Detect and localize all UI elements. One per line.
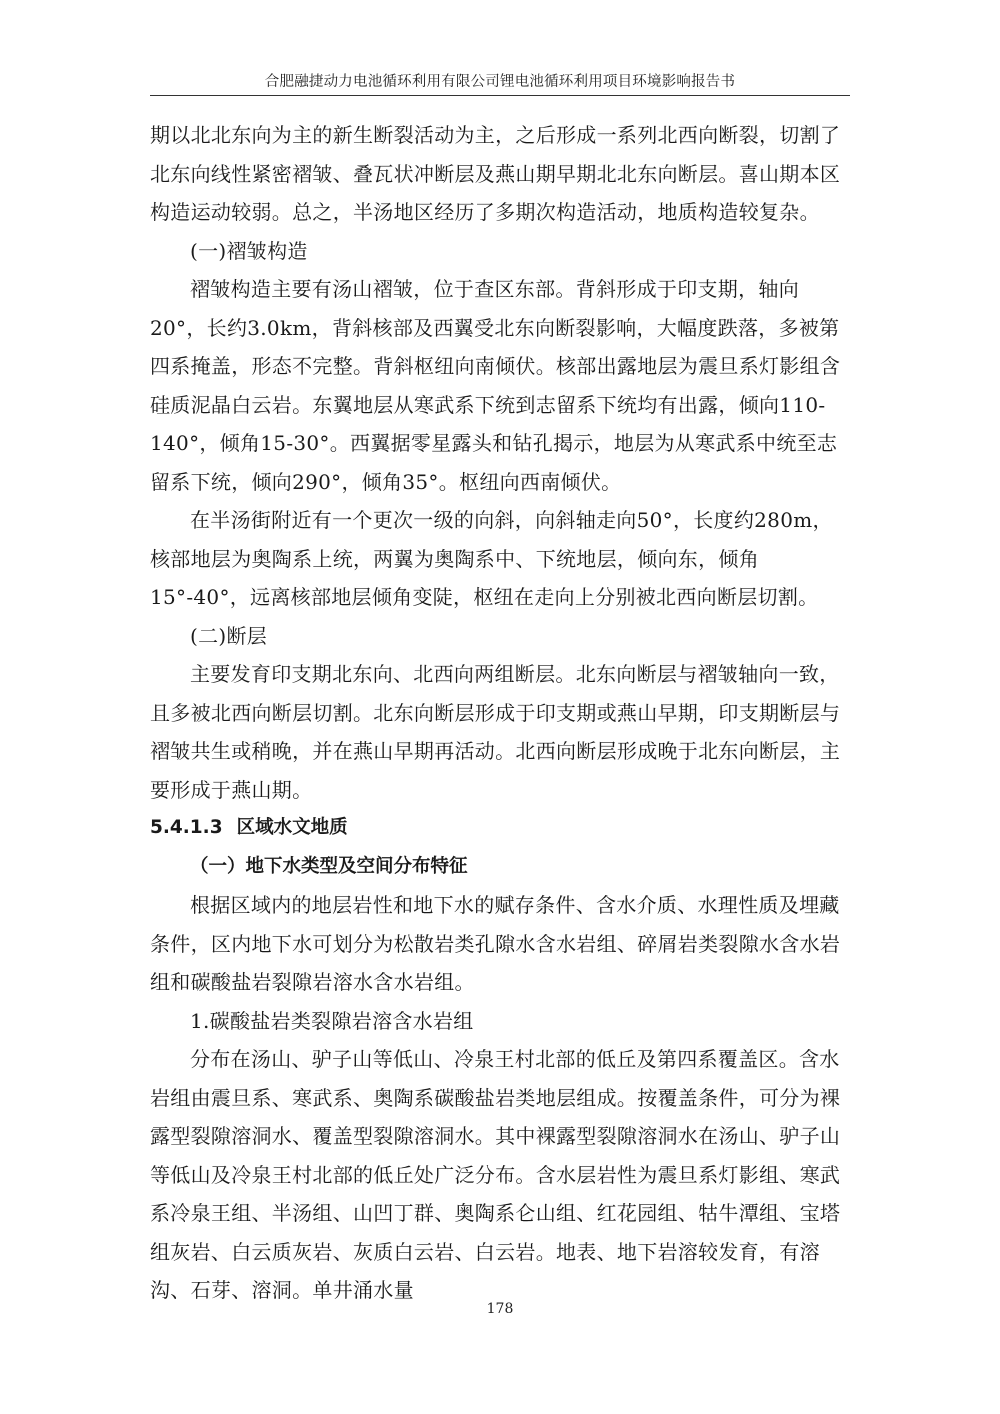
running-header: 合肥融捷动力电池循环利用有限公司锂电池循环利用项目环境影响报告书 xyxy=(264,74,736,90)
paragraph: 主要发育印支期北东向、北西向两组断层。北东向断层与褶皱轴向一致，且多被北西向断层切割。北东向断层形成于印支期或燕山早期，印支期断层与褶皱共生或稍晚，并在燕山早期再活动。北西向断层形成晚于北东向断层，主要形成于燕山期。 xyxy=(150,662,841,802)
paragraph: 褶皱构造主要有汤山褶皱，位于查区东部。背斜形成于印支期，轴向20°，长约3.0km，背斜核部及西翼受北东向断裂影响，大幅度跌落，多被第四系掩盖，形态不完整。背斜枢纽向南倾伏。核部出露地层为震旦系灯影组含硅质泥晶白云岩。东翼地层从寒武系下统到志留系下统均有出露，倾向110-140°，倾角15-30°。西翼据零星露头和钻孔揭示，地层为从寒武系中统至志留系下统，倾向290°，倾角35°。枢纽向西南倾伏。 xyxy=(150,277,841,494)
paragraph: 根据区域内的地层岩性和地下水的赋存条件、含水介质、水理性质及埋藏条件，区内地下水可划分为松散岩类孔隙水含水岩组、碎屑岩类裂隙水含水岩组和碳酸盐岩裂隙岩溶水含水岩组。 xyxy=(150,893,841,994)
section-title: 区域水文地质 xyxy=(236,817,348,838)
page-number: 178 xyxy=(486,1301,514,1317)
section-number: 5.4.1.3 xyxy=(150,817,223,838)
paragraph-heading: (二)断层 xyxy=(190,623,268,648)
paragraph-heading: (一)褶皱构造 xyxy=(190,238,308,263)
header-rule xyxy=(150,95,850,96)
section-heading xyxy=(150,809,850,848)
paragraph: 在半汤街附近有一个更次一级的向斜，向斜轴走向50°，长度约280m，核部地层为奥陶系上统，两翼为奥陶系中、下统地层，倾向东，倾角15°-40°，远离核部地层倾角变陡，枢纽在走向上分别被北西向断层切割。 xyxy=(150,508,833,609)
subsection-heading: （一）地下水类型及空间分布特征 xyxy=(190,855,468,877)
paragraph: 分布在汤山、驴子山等低山、冷泉王村北部的低丘及第四系覆盖区。含水岩组由震旦系、寒武系、奥陶系碳酸盐岩类地层组成。按覆盖条件，可分为裸露型裂隙溶洞水、覆盖型裂隙溶洞水。其中裸露型裂隙溶洞水在汤山、驴子山等低山及冷泉王村北部的低丘处广泛分布。含水层岩性为震旦系灯影组、寒武系冷泉王组、半汤组、山凹丁群、奥陶系仑山组、红花园组、牯牛潭组、宝塔组灰岩、白云质灰岩、灰质白云岩、白云岩。地表、地下岩溶较发育，有溶沟、石芽、溶洞。单井涌水量 xyxy=(150,1047,841,1302)
document-body xyxy=(150,116,850,1310)
paragraph: 期以北北东向为主的新生断裂活动为主，之后形成一系列北西向断裂，切割了北东向线性紧密褶皱、叠瓦状冲断层及燕山期早期北北东向断层。喜山期本区构造运动较弱。总之，半汤地区经历了多期次构造活动，地质构造较复杂。 xyxy=(150,123,841,224)
paragraph-heading: 1.碳酸盐岩类裂隙岩溶含水岩组 xyxy=(190,1008,474,1033)
